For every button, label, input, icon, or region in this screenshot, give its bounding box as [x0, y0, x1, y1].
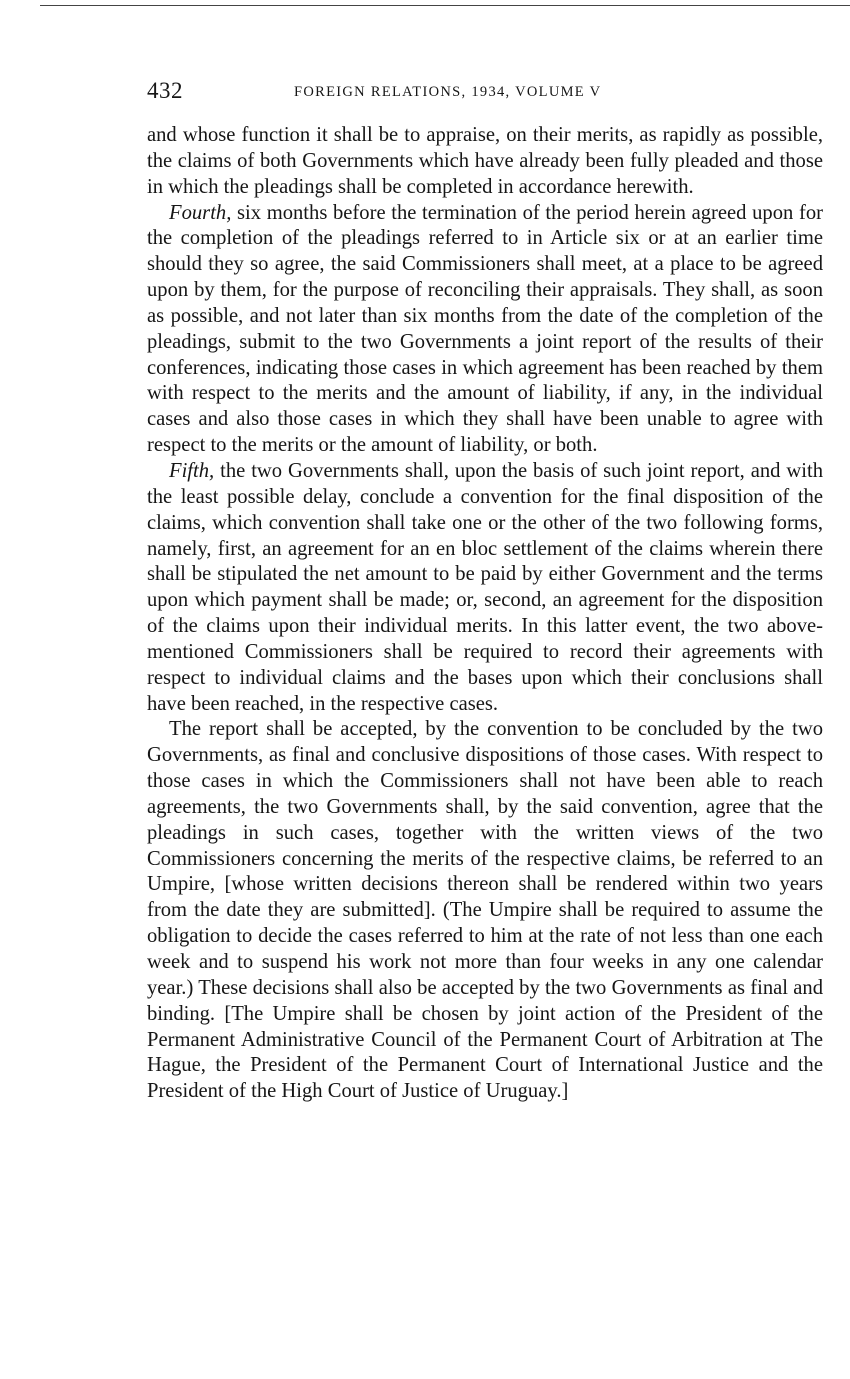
paragraph-fifth [147, 459, 823, 717]
paragraph-text: six months before the termination of the period herein agreed upon for the completion of the pleadings referred to in Article six or at an earlier time should they so agree, the said Commissioners shall meet, at a place to be agreed upon by them, for the purpose of reconciling their appraisals. They shall, as soon as possible, and not later than six months from the date of the completion of the pleadings, submit to the two Governments a joint report of the results of their conferences, indicating those cases in which agreement has been reached by them with respect to the merits and the amount of liability, if any, in the individual cases and also those cases in which they shall have been unable to agree with respect to the merits or the amount of liability, or both. [147, 201, 823, 457]
top-rule [40, 5, 850, 6]
paragraph-report [147, 717, 823, 1105]
page-body [147, 123, 823, 1105]
running-head: FOREIGN RELATIONS, 1934, VOLUME V [294, 84, 602, 100]
paragraph-fourth [147, 201, 823, 459]
page-header [147, 78, 823, 108]
paragraph-lead: Fifth, [169, 459, 215, 482]
paragraph-text: The report shall be accepted, by the convention to be concluded by the two Governments, as final and conclusive dispositions of those cases. With respect to those cases in which the Commissioners shall not have been able to reach agreements, the two Governments shall, by the said convention, agree that the pleadings in such cases, together with the written views of the two Commissioners concerning the merits of the respective claims, be referred to an Umpire, [whose written decisions thereon shall be rendered within two years from the date they are submitted]. (The Umpire shall be required to assume the obligation to decide the cases referred to him at the rate of not less than one each week and to suspend his work not more than four weeks in any one calendar year.) These decisions shall also be accepted by the two Governments as final and binding. [The Umpire shall be chosen by joint action of the President of the Permanent Administrative Council of the Permanent Court of Arbitration at The Hague, the President of the Permanent Court of International Justice and the President of the High Court of Justice of Uruguay.] [147, 718, 823, 1103]
paragraph-text: and whose function it shall be to appraise, on their merits, as rapidly as possible, the claims of both Governments which have already been fully pleaded and those in which the pleadings shall be completed in accordance herewith. [147, 124, 823, 198]
paragraph-lead: Fourth, [169, 201, 232, 224]
page-number: 432 [147, 78, 183, 103]
paragraph-continuation [147, 123, 823, 201]
paragraph-text: the two Governments shall, upon the basis of such joint report, and with the least possible delay, conclude a convention for the final disposition of the claims, which convention shall take one or the other of the two following forms, namely, first, an agreement for an en bloc settlement of the claims wherein there shall be stipulated the net amount to be paid by either Government and the terms upon which payment shall be made; or, second, an agreement for the disposition of the claims upon their individual merits. In this latter event, the two above-mentioned Commissioners shall be required to record their agreements with respect to individual claims and the bases upon which their conclusions shall have been reached, in the respective cases. [147, 459, 823, 715]
